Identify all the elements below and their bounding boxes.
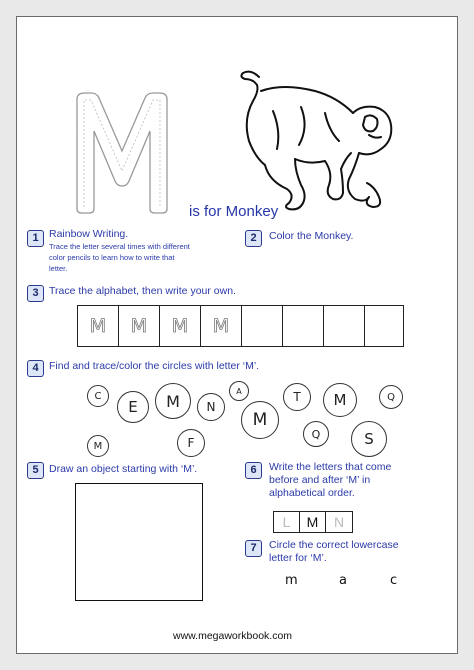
write-cell[interactable] xyxy=(365,306,403,346)
section-5-title: Draw an object starting with ‘M’. xyxy=(49,463,198,475)
write-cell[interactable] xyxy=(242,306,283,346)
write-cell[interactable] xyxy=(324,306,365,346)
letter-circle[interactable]: M xyxy=(155,383,191,419)
letter-circle[interactable]: Q xyxy=(379,385,403,409)
section-7-title xyxy=(269,539,399,565)
worksheet-page xyxy=(16,16,458,654)
instruction-line: color pencils to learn how to write that xyxy=(49,253,175,262)
lowercase-option[interactable]: m xyxy=(285,573,298,588)
letter-circle[interactable]: M xyxy=(323,383,357,417)
section-1-title: Rainbow Writing. xyxy=(49,228,129,240)
draw-area[interactable] xyxy=(75,483,203,601)
instruction-line: letter. xyxy=(49,264,68,273)
monkey-illustration xyxy=(229,61,405,217)
lowercase-option[interactable]: a xyxy=(339,573,347,588)
monkey-caption: is for Monkey xyxy=(189,203,279,220)
trace-cell[interactable] xyxy=(119,306,160,346)
letter-circle[interactable]: F xyxy=(177,429,205,457)
section-1-instructions xyxy=(49,241,190,274)
after-letter-cell[interactable]: N xyxy=(333,514,345,530)
trace-letter: M xyxy=(89,315,107,337)
section-6-badge: 6 xyxy=(245,462,262,479)
letter-circle[interactable]: Q xyxy=(303,421,329,447)
letter-circle[interactable]: A xyxy=(229,381,249,401)
write-cell[interactable] xyxy=(283,306,324,346)
trace-cell[interactable] xyxy=(160,306,201,346)
trace-cell[interactable] xyxy=(201,306,242,346)
section-5-badge: 5 xyxy=(27,462,44,479)
alphabet-order-box xyxy=(273,511,353,533)
section-4-title: Find and trace/color the circles with letter ‘M’. xyxy=(49,360,260,372)
section-2-badge: 2 xyxy=(245,230,262,247)
letter-circle[interactable]: T xyxy=(283,383,311,411)
before-letter-cell[interactable]: L xyxy=(274,512,300,532)
section-3-title: Trace the alphabet, then write your own. xyxy=(49,285,236,297)
trace-cell[interactable] xyxy=(78,306,119,346)
section-6-title-line: alphabetical order. xyxy=(269,487,355,499)
section-6-title-line: Write the letters that come xyxy=(269,461,392,473)
trace-letter: M xyxy=(130,315,148,337)
letter-circle[interactable]: C xyxy=(87,385,109,407)
trace-letter: M xyxy=(212,315,230,337)
letter-circle[interactable]: M xyxy=(241,401,279,439)
trace-letter: M xyxy=(171,315,189,337)
instruction-line: Trace the letter several times with different xyxy=(49,242,190,251)
given-letter-cell: M xyxy=(300,512,326,532)
footer-url[interactable]: www.megaworkbook.com xyxy=(173,630,293,642)
section-7-title-line: Circle the correct lowercase xyxy=(269,539,399,551)
letter-circle[interactable]: M xyxy=(87,435,109,457)
section-1-badge: 1 xyxy=(27,230,44,247)
section-4-badge: 4 xyxy=(27,360,44,377)
section-3-badge: 3 xyxy=(27,285,44,302)
lowercase-option[interactable]: c xyxy=(390,573,398,588)
section-6-title xyxy=(269,461,391,500)
trace-row xyxy=(77,305,404,347)
section-7-badge: 7 xyxy=(245,540,262,557)
letter-circle[interactable]: E xyxy=(117,391,149,423)
letter-circle[interactable]: N xyxy=(197,393,225,421)
section-2-title: Color the Monkey. xyxy=(269,230,354,242)
section-6-title-line: before and after ‘M’ in xyxy=(269,474,371,486)
big-letter-m-outline xyxy=(69,89,175,215)
letter-circle[interactable]: S xyxy=(351,421,387,457)
section-7-title-line: letter for ‘M’. xyxy=(269,552,327,564)
